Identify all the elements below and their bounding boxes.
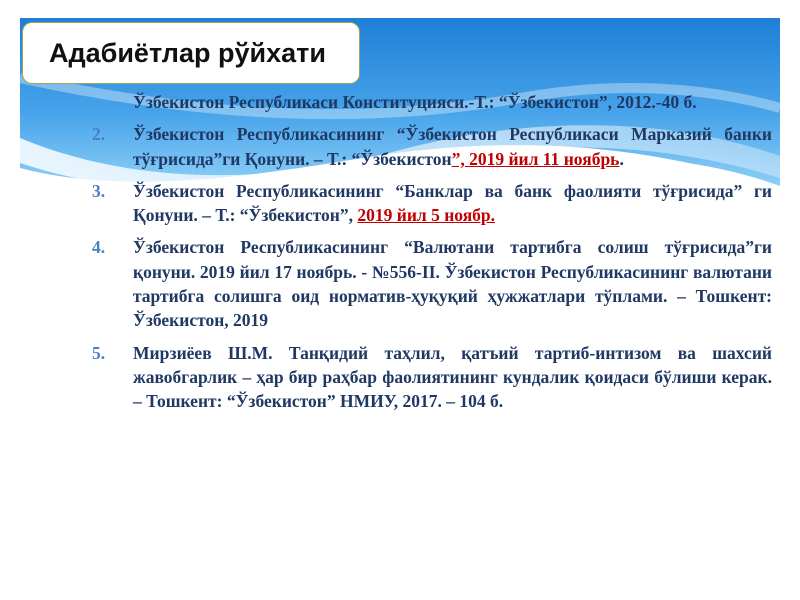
reference-highlight: ”, 2019 йил 11 ноябрь: [451, 148, 620, 169]
reference-highlight: 2019 йил 5 ноябр.: [357, 205, 496, 226]
reference-item: [92, 90, 772, 114]
reference-number: 3.: [92, 180, 106, 201]
reference-item: [92, 341, 772, 414]
reference-item: [92, 122, 772, 171]
reference-text: Мирзиёев Ш.М. Танқидий таҳлил, қатъий тартиб-интизом ва шахсий жавобгарлик – ҳар бир раҳбар фаолиятининг кундалик қоидаси бўлиши керак. – Тошкент: “Ўзбекистон” НМИУ, 2017. – 104 б.: [133, 342, 772, 412]
reference-number: 2.: [92, 124, 106, 145]
reference-number: 4.: [92, 237, 106, 258]
reference-item: [92, 235, 772, 332]
reference-text-end: .: [619, 148, 624, 169]
slide-title: Адабиётлар рўйхати: [49, 37, 326, 68]
reference-item: [92, 179, 772, 228]
reference-text: Ўзбекистон Республикасининг “Валютани тартибга солиш тўғрисида”ги қонуни. 2019 йил 17 ноябрь. - №556-II. Ўзбекистон Республикасининг валютани тартибга солишга оид норматив-ҳуқуқий ҳужжатлари тўплами. – Тошкент: Ўзбекистон, 2019: [133, 237, 772, 331]
title-box: [22, 22, 360, 84]
reference-list: [92, 90, 772, 422]
reference-text: Ўзбекистон Республикаси Конституцияси.-Т.: “Ўзбекистон”, 2012.-40 б.: [133, 92, 697, 112]
reference-text: Ўзбекистон Республикасининг “Ўзбекистон Республикаси Марказий банки тўғрисида”ги Қонуни. – Т.: “Ўзбекистон: [133, 124, 772, 169]
reference-text: Ўзбекистон Республикасининг “Банклар ва банк фаолияти тўғрисида” ги Қонуни. – Т.: “Ўзбекистон”,: [133, 180, 772, 226]
reference-number: 5.: [92, 342, 106, 363]
